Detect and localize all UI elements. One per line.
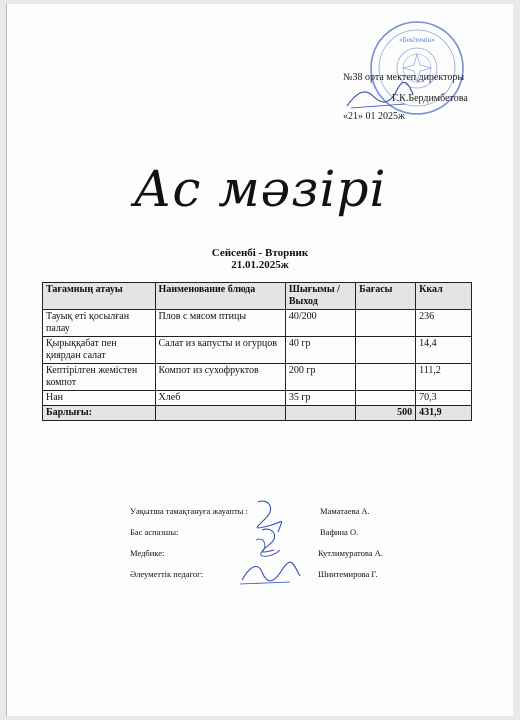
cell-kcal: 14,4 <box>416 337 472 364</box>
cell-price <box>356 364 416 391</box>
header-kcal: Ккал <box>416 283 472 310</box>
header-dish-kz: Тағамның атауы <box>43 283 156 310</box>
footer-role-chef: Бас аспазшы: <box>130 527 179 537</box>
total-empty <box>155 406 285 421</box>
total-empty <box>285 406 355 421</box>
header-output: Шығымы / Выход <box>285 283 355 310</box>
cell-dish-ru: Компот из сухофруктов <box>155 364 285 391</box>
menu-table <box>42 282 472 421</box>
footer-name-chef: Вафина О. <box>320 527 359 537</box>
header-dish-ru: Наименование блюда <box>155 283 285 310</box>
footer-name-pedagog: Шинтемирова Г. <box>318 569 378 579</box>
cell-dish-ru: Плов с мясом птицы <box>155 310 285 337</box>
cell-kcal: 70,3 <box>416 391 472 406</box>
cell-output: 200 гр <box>285 364 355 391</box>
footer-signatures <box>228 496 308 596</box>
cell-dish-kz: Қырыққабат пен қиярдан салат <box>43 337 156 364</box>
cell-kcal: 236 <box>416 310 472 337</box>
table-header-row <box>43 283 472 310</box>
total-row <box>43 406 472 421</box>
footer-name-nurse: Кутлимуратова А. <box>318 548 383 558</box>
total-label: Барлығы: <box>43 406 156 421</box>
footer-role-nurse: Медбике: <box>130 548 165 558</box>
approval-school: №38 орта мектеп директоры <box>343 72 465 83</box>
footer-role-pedagog: Әлеуметтік педагог: <box>130 569 203 579</box>
table-row <box>43 391 472 406</box>
cell-price <box>356 337 416 364</box>
cell-dish-kz: Нан <box>43 391 156 406</box>
stamp-label: «Бекітемін» <box>399 36 435 44</box>
table-row <box>43 364 472 391</box>
header-price: Бағасы <box>356 283 416 310</box>
table-row <box>43 337 472 364</box>
approval-director-name: Г.К.Бердимбетова <box>392 93 468 104</box>
cell-price <box>356 391 416 406</box>
cell-output: 40 гр <box>285 337 355 364</box>
menu-day: Сейсенбі - Вторник <box>211 247 309 259</box>
footer-role-responsible: Уақытша тамақтануға жауапты : <box>130 506 248 516</box>
footer-name-responsible: Маматаева А. <box>320 506 370 516</box>
cell-kcal: 111,2 <box>416 364 472 391</box>
cell-dish-ru: Салат из капусты и огурцов <box>155 337 285 364</box>
cell-dish-kz: Тауық еті қосылған палау <box>43 310 156 337</box>
cell-output: 40/200 <box>285 310 355 337</box>
approval-date: «21» 01 2025ж <box>343 111 405 122</box>
table-row <box>43 310 472 337</box>
menu-date: 21.01.2025ж <box>231 259 289 271</box>
cell-dish-kz: Кептірілген жемістен компот <box>43 364 156 391</box>
total-kcal: 431,9 <box>416 406 472 421</box>
page-title: Ас мәзірі <box>133 160 387 218</box>
cell-dish-ru: Хлеб <box>155 391 285 406</box>
cell-price <box>356 310 416 337</box>
total-price: 500 <box>356 406 416 421</box>
cell-output: 35 гр <box>285 391 355 406</box>
